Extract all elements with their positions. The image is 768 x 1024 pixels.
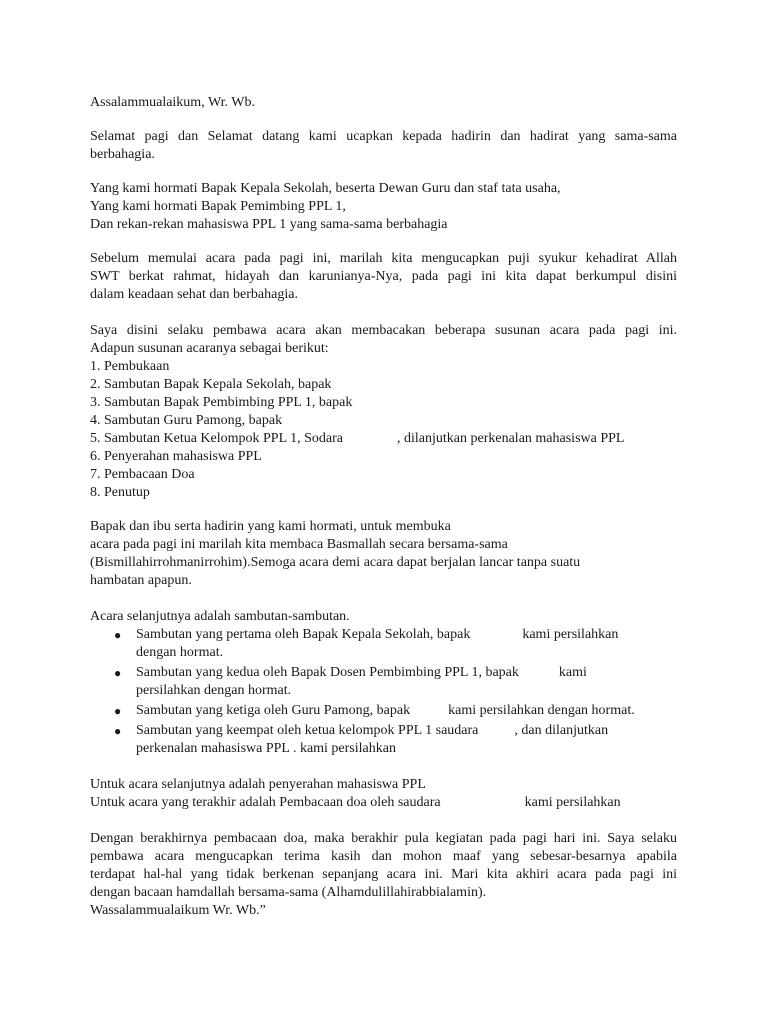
speech-item-1-tail: kami persilahkan xyxy=(522,627,619,642)
greeting: Assalammualaikum, Wr. Wb. xyxy=(90,95,255,110)
speech-item-1-line-1 xyxy=(136,626,618,644)
agenda-item: 2. Sambutan Bapak Kepala Sekolah, bapak xyxy=(90,377,332,392)
agenda-item: 1. Pembukaan xyxy=(90,359,170,374)
speech-item-4-line-2: perkenalan mahasiswa PPL . kami persilahkan xyxy=(136,741,396,756)
closing-line-2: pembawa acara mengucapkan terima kasih dan mohon maaf yang sebesar-besarnya apabila xyxy=(90,849,677,864)
closing-line-3: terdapat hal-hal yang tidak berkenan sepanjang acara ini. Mari kita akhiri acara pada pagi ini xyxy=(90,867,677,882)
welcome-line-2: berbahagia. xyxy=(90,147,155,162)
speech-item-4-text: Sambutan yang keempat oleh ketua kelompok PPL 1 saudara xyxy=(136,723,479,738)
welcome-line-1: Selamat pagi dan Selamat datang kami ucapkan kepada hadirin dan hadirat yang sama-sama xyxy=(90,129,677,144)
speeches-intro: Acara selanjutnya adalah sambutan-sambutan. xyxy=(90,609,350,624)
bullet-icon: ● xyxy=(114,628,122,642)
speech-item-4-tail: , dan dilanjutkan xyxy=(514,723,609,738)
last-agenda-line xyxy=(90,794,621,812)
last-agenda-text: Untuk acara yang terakhir adalah Pembacaan doa oleh saudara xyxy=(90,795,441,810)
gratitude-line-1: Sebelum memulai acara pada pagi ini, marilah kita mengucapkan puji syukur kehadirat Allah xyxy=(90,251,677,266)
speech-item-3-line-1 xyxy=(136,702,635,720)
honorific-line-1: Yang kami hormati Bapak Kepala Sekolah, beserta Dewan Guru dan staf tata usaha, xyxy=(90,181,561,196)
closing-line-4: dengan bacaan hamdallah bersama-sama (Alhamdulillahirabbialamin). xyxy=(90,885,487,900)
agenda-item-5-suffix: , dilanjutkan perkenalan mahasiswa PPL xyxy=(397,431,625,446)
honorific-line-2: Yang kami hormati Bapak Pemimbing PPL 1, xyxy=(90,199,346,214)
opening-line-4: hambatan apapun. xyxy=(90,573,192,588)
speech-item-4-line-1 xyxy=(136,722,608,740)
opening-line-2: acara pada pagi ini marilah kita membaca Basmallah secara bersama-sama xyxy=(90,537,508,552)
gratitude-line-2: SWT berkat rahmat, hidayah dan karunianya-Nya, pada pagi ini kita dapat berkumpul disini xyxy=(90,269,677,284)
speech-item-2-text: Sambutan yang kedua oleh Bapak Dosen Pembimbing PPL 1, bapak xyxy=(136,665,519,680)
agenda-item: 8. Penutup xyxy=(90,485,150,500)
farewell: Wassalammualaikum Wr. Wb.” xyxy=(90,903,266,918)
bullet-icon: ● xyxy=(114,704,122,718)
closing-line-1: Dengan berakhirnya pembacaan doa, maka berakhir pula kegiatan pada pagi hari ini. Saya selaku xyxy=(90,831,677,846)
agenda-intro-line-2: Adapun susunan acaranya sebagai berikut: xyxy=(90,341,329,356)
agenda-item: 4. Sambutan Guru Pamong, bapak xyxy=(90,413,283,428)
speech-item-1-line-2: dengan hormat. xyxy=(136,645,224,660)
speech-item-3-tail: kami persilahkan dengan hormat. xyxy=(448,703,635,718)
speech-item-2-line-1 xyxy=(136,664,587,682)
agenda-intro-line-1: Saya disini selaku pembawa acara akan membacakan beberapa susunan acara pada pagi ini. xyxy=(90,323,677,338)
agenda-item: 6. Penyerahan mahasiswa PPL xyxy=(90,449,262,464)
opening-line-3: (Bismillahirrohmanirrohim).Semoga acara demi acara dapat berjalan lancar tanpa suatu xyxy=(90,555,581,570)
bullet-icon: ● xyxy=(114,724,122,738)
agenda-item: 3. Sambutan Bapak Pembimbing PPL 1, bapak xyxy=(90,395,353,410)
next-agenda-line: Untuk acara selanjutnya adalah penyerahan mahasiswa PPL xyxy=(90,777,426,792)
speech-item-1-text: Sambutan yang pertama oleh Bapak Kepala Sekolah, bapak xyxy=(136,627,471,642)
speech-item-2-tail: kami xyxy=(558,665,587,680)
opening-line-1: Bapak dan ibu serta hadirin yang kami hormati, untuk membuka xyxy=(90,519,451,534)
agenda-item-5 xyxy=(90,430,624,448)
agenda-item: 7. Pembacaan Doa xyxy=(90,467,195,482)
agenda-item-5-text: 5. Sambutan Ketua Kelompok PPL 1, Sodara xyxy=(90,431,344,446)
speech-item-3-text: Sambutan yang ketiga oleh Guru Pamong, bapak xyxy=(136,703,411,718)
bullet-icon: ● xyxy=(114,666,122,680)
speech-item-2-line-2: persilahkan dengan hormat. xyxy=(136,683,292,698)
last-agenda-tail: kami persilahkan xyxy=(524,795,621,810)
honorific-line-3: Dan rekan-rekan mahasiswa PPL 1 yang sama-sama berbahagia xyxy=(90,217,448,232)
gratitude-line-3: dalam keadaan sehat dan berbahagia. xyxy=(90,287,298,302)
